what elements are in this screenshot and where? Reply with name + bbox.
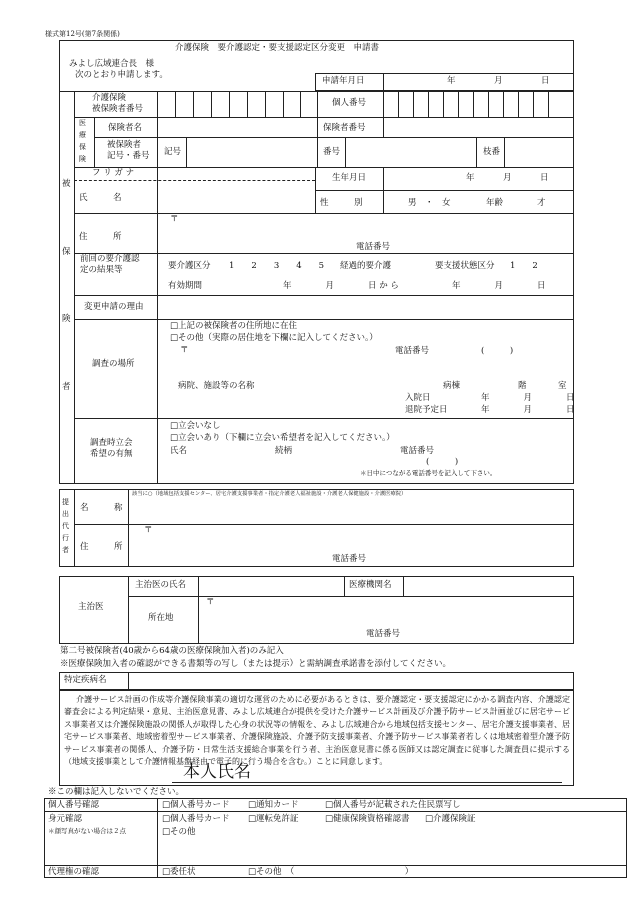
- previous-result-label: 前回の要介護認 定の結果等: [80, 254, 140, 276]
- discharge-label: 退院予定日: [405, 405, 448, 415]
- agent-postal-mark: 〒: [144, 525, 153, 535]
- addressee: みよし広域連合長 様: [69, 59, 155, 69]
- admission-date: 年 月 日: [481, 393, 575, 403]
- date-day: 日: [541, 76, 550, 86]
- birth-year: 年: [466, 173, 475, 183]
- check-health-insurance[interactable]: □健康保険資格確認書: [325, 814, 410, 824]
- check-resident-record[interactable]: □個人番号が記載された住民票写し: [325, 800, 461, 810]
- doctor-phone-label: 電話番号: [366, 629, 401, 639]
- medical-side-2: 療: [79, 131, 86, 139]
- validity-label: 有効期間: [168, 281, 203, 291]
- insured-number-label: 介護保険 被保険者番号: [92, 93, 144, 114]
- birth-date-label: 生年月日: [332, 173, 367, 183]
- attendee-phone-label: 電話番号: [400, 446, 435, 456]
- survey-option-home[interactable]: □上記の被保険者の住所地に在住: [170, 321, 298, 331]
- doctor-label: 主治医: [78, 602, 104, 612]
- agent-side-4: 行: [62, 534, 69, 542]
- survey-option-other[interactable]: □その他（実際の居住地を下欄に記入してください。）: [170, 333, 378, 343]
- date-month: 月: [494, 76, 503, 86]
- office-note: ※この欄は記入しないでください。: [48, 787, 185, 797]
- my-number-label: 個人番号: [332, 98, 367, 108]
- check-power-of-attorney[interactable]: □委任状: [162, 867, 196, 877]
- facility-name-label: 病院、施設等の名称: [178, 381, 255, 391]
- address-phone-label: 電話番号: [356, 242, 391, 252]
- office-proxy-label: 代理権の確認: [48, 867, 100, 877]
- floor-label: 階: [518, 381, 527, 391]
- agent-side-5: 者: [62, 546, 69, 554]
- attendance-none[interactable]: □立会いなし: [170, 421, 221, 431]
- doctor-postal-mark: 〒: [206, 597, 215, 607]
- office-identity-sub: ＊顔写真がない場合は２点: [48, 827, 126, 835]
- location-label: 所在地: [148, 613, 174, 623]
- gender-options[interactable]: 男 ・ 女: [408, 198, 451, 208]
- support-level-label: 要支援状態区分: [435, 261, 495, 271]
- consent-text: 介護サービス計画の作成等介護保険事業の適切な運営のために必要があるときは、要介護認定・要支援認定にかかる調査内容、介護認定審査会による判定結果・意見、主治医意見書、みよし広域連合が提供を受けた介護サービス計画及び介護予防サービス計画並びに居宅サービス事業者又は介護保険施設の関係人が取得した心身の状況等の情報を、みよし広域連合から地域包括支援センター、居宅介護支援事業者、居宅サービス事業者、地域密着型サービス事業者、介護保険施設、介護予防支援事業者、介護予防サービス事業者若しくは地域密着型介護予防サービス事業者の関係人、介護予防・日常生活支援総合事業を行う者、主治医意見書に係る医師又は認定調査に従事した調査員に提示する（地域支援事業として介護情報基盤経由で電子的に行う場合を含む。）ことに同意します。: [64, 695, 570, 766]
- side-label-ken: 険: [62, 314, 71, 324]
- check-drivers-license[interactable]: □運転免許証: [248, 814, 299, 824]
- postal-mark: 〒: [170, 214, 179, 224]
- kigo-label: 記号: [164, 147, 182, 157]
- signature-label: 本人氏名: [183, 762, 251, 782]
- check-notice-card[interactable]: □通知カード: [248, 800, 299, 810]
- medical-insurer-name-label: 保険者名: [108, 123, 143, 133]
- agent-side-2: 出: [62, 510, 69, 518]
- birth-day: 日: [540, 173, 549, 183]
- date-year: 年: [447, 76, 456, 86]
- attendance-yes[interactable]: □立会いあり（下欄に立会い希望者を記入してください。）: [170, 433, 395, 443]
- medical-insured-id-label: 被保険者 記号・番号: [107, 140, 150, 161]
- age-unit: 才: [537, 198, 546, 208]
- check-care-insurance[interactable]: □介護保険証: [425, 814, 476, 824]
- edaban-label: 枝番: [483, 147, 501, 157]
- care-level-label: 要介護区分: [168, 261, 211, 271]
- attendee-phone-paren: ( ): [426, 457, 459, 467]
- admission-label: 入院日: [405, 393, 431, 403]
- agent-name-label: 名 称: [80, 503, 123, 513]
- survey-phone-paren: ( ): [481, 346, 514, 356]
- second-insured-note: 第二号被保険者(40歳から64歳の医療保険加入者)のみ記入: [60, 646, 284, 656]
- medical-side-3: 保: [79, 143, 86, 151]
- attendee-relation-label: 続柄: [275, 446, 293, 456]
- signature-line[interactable]: [172, 782, 562, 783]
- name-label: 氏 名: [79, 193, 122, 203]
- check-proxy-other[interactable]: □その他 （ ）: [248, 867, 414, 877]
- attendee-note: ＊日中につながる電話番号を記入して下さい。: [360, 469, 497, 477]
- agent-section: [59, 489, 574, 567]
- application-date-label: 申請年月日: [322, 76, 365, 86]
- medical-side-4: 険: [79, 155, 86, 163]
- side-label-ho: 保: [62, 247, 71, 257]
- survey-phone-label: 電話番号: [395, 346, 430, 356]
- form-number: 様式第12号(第7条関係): [45, 30, 120, 38]
- agent-phone-label: 電話番号: [332, 554, 367, 564]
- gender-label: 性 別: [320, 198, 363, 208]
- office-identity-label: 身元確認: [48, 814, 83, 824]
- bango-label: 番号: [323, 147, 341, 157]
- change-reason-label: 変更申請の理由: [84, 302, 144, 312]
- survey-place-label: 調査の場所: [92, 359, 135, 369]
- support-levels[interactable]: 1 2: [510, 261, 538, 271]
- intro-text: 次のとおり申請します。: [75, 70, 168, 80]
- agent-side-1: 提: [62, 498, 69, 506]
- ward-label: 病棟: [443, 381, 461, 391]
- medical-side-1: 医: [79, 119, 86, 127]
- agent-side-3: 代: [62, 522, 69, 530]
- office-mynumber-label: 個人番号確認: [48, 800, 100, 810]
- age-label: 年齢: [486, 198, 504, 208]
- check-mynumber-card[interactable]: □個人番号カード: [162, 800, 230, 810]
- agent-address-label: 住 所: [80, 542, 123, 552]
- disease-row: [59, 672, 574, 690]
- side-label-sha: 者: [62, 382, 71, 392]
- transitional-label[interactable]: 経過的要介護: [340, 261, 392, 271]
- side-label-hi: 被: [62, 179, 71, 189]
- attendance-label: 調査時立会 希望の有無: [90, 438, 133, 460]
- discharge-date: 年 月 日: [481, 405, 575, 415]
- check-identity-other[interactable]: □その他: [162, 827, 196, 837]
- room-label: 室: [558, 381, 567, 391]
- care-levels[interactable]: 1 2 3 4 5: [229, 261, 325, 271]
- medical-cert-note: ※医療保険加入者の確認ができる書類等の写し（または提示）と需納調査承諾書を添付してください。: [60, 659, 452, 669]
- birth-month: 月: [503, 173, 512, 183]
- address-label: 住 所: [79, 232, 122, 242]
- attendee-name-label: 氏名: [170, 446, 188, 456]
- doctor-name-label: 主治医の氏名: [135, 580, 187, 590]
- disease-label: 特定疾病名: [64, 675, 107, 685]
- furigana-label: フ リ ガ ナ: [92, 168, 135, 178]
- validity-from: 年 月 日 か ら: [283, 281, 399, 291]
- institution-label: 医療機関名: [349, 580, 392, 590]
- medical-insurer-number-label: 保険者番号: [323, 123, 366, 133]
- validity-to: 年 月 日: [452, 281, 546, 291]
- form-title: 介護保険 要介護認定・要支援認定区分変更 申請書: [175, 43, 380, 53]
- survey-postal-mark: 〒: [180, 345, 189, 355]
- check-id-mynumber-card[interactable]: □個人番号カード: [162, 814, 230, 824]
- agent-note: 該当に○（地域包括支援センター、居宅介護支援事業者・指定介護老人福祉施設・介護老人保健施設・介護医療院）: [132, 491, 407, 497]
